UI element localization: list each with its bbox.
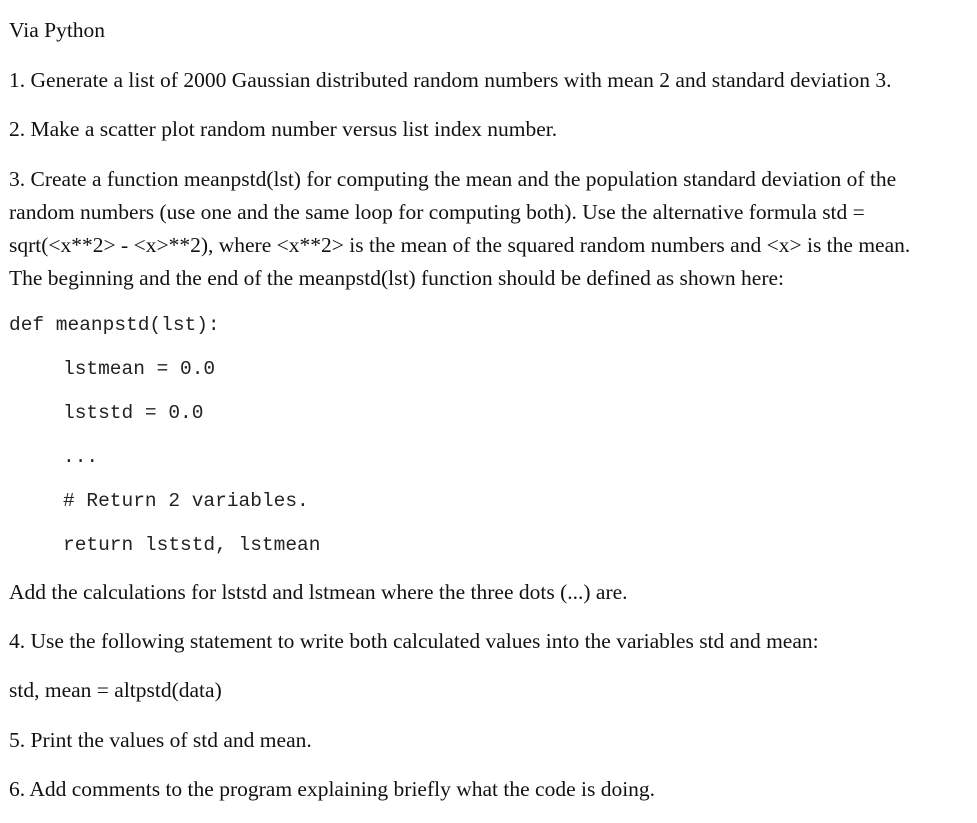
step-4-text: 4. Use the following statement to write both calculated values into the variables std and mean: (9, 629, 819, 653)
step-3-line: The beginning and the end of the meanpstd(lst) function should be defined as shown here: (9, 266, 784, 290)
code-def-line: def meanpstd(lst): (9, 314, 220, 336)
step-3-paragraph (9, 163, 910, 295)
code-comment-line: # Return 2 variables. (63, 490, 309, 512)
step-2-text: 2. Make a scatter plot random number versus list index number. (9, 117, 558, 141)
step-3-line: 3. Create a function meanpstd(lst) for computing the mean and the population standard deviation of the (9, 167, 897, 191)
code-lststd-line: lststd = 0.0 (63, 402, 204, 424)
step-1-text: 1. Generate a list of 2000 Gaussian distributed random numbers with mean 2 and standard deviation 3. (9, 68, 892, 92)
code-dots-line: ... (63, 446, 99, 468)
after-code-text: Add the calculations for lststd and lstmean where the three dots (...) are. (9, 580, 628, 604)
step-5-text: 5. Print the values of std and mean. (9, 728, 312, 752)
step-6-text: 6. Add comments to the program explaining briefly what the code is doing. (9, 777, 656, 801)
step-3-line: sqrt(<x**2> - <x>**2), where <x**2> is the mean of the squared random numbers and <x> is the mean. (9, 233, 911, 257)
document-heading: Via Python (9, 18, 106, 42)
code-return-line: return lststd, lstmean (63, 534, 321, 556)
statement-text: std, mean = altpstd(data) (9, 678, 222, 702)
code-lstmean-line: lstmean = 0.0 (63, 358, 216, 380)
step-3-line: random numbers (use one and the same loop for computing both). Use the alternative formula std = (9, 200, 865, 224)
